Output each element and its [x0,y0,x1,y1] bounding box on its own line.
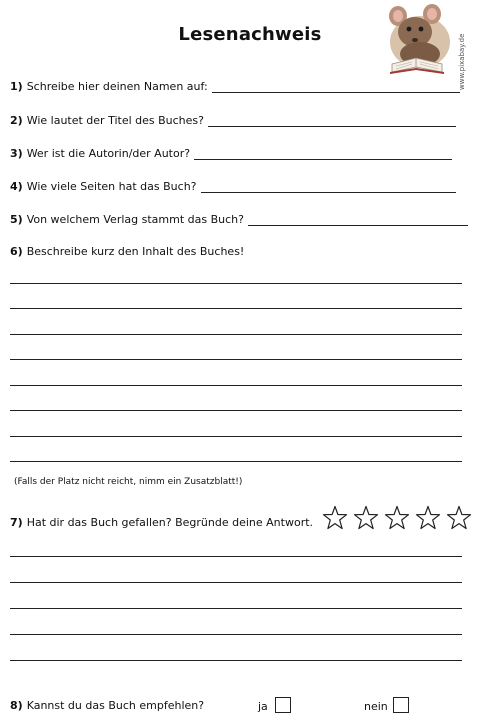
writing-line[interactable] [10,608,462,609]
reading-mouse-illustration [376,2,458,78]
question-number: 2) [10,114,23,127]
writing-line[interactable] [10,308,462,309]
question-author [10,147,452,160]
question-text: Wie viele Seiten hat das Buch? [26,180,197,193]
question-summary [10,245,244,258]
star-icon[interactable] [415,505,441,531]
question-number: 7) [10,516,23,529]
question-text: Wer ist die Autorin/der Autor? [26,147,191,160]
writing-line[interactable] [10,461,462,462]
question-number: 6) [10,245,23,258]
question-pages [10,180,456,193]
option-no-checkbox[interactable] [393,697,409,713]
star-icon[interactable] [353,505,379,531]
answer-line[interactable] [194,147,452,160]
writing-line[interactable] [10,334,462,335]
question-recommend [10,699,204,712]
writing-line[interactable] [10,359,462,360]
question-title [10,114,456,127]
page-title: Lesenachweis [178,24,322,45]
writing-line[interactable] [10,436,462,437]
star-icon[interactable] [446,505,472,531]
answer-line[interactable] [212,80,460,93]
question-text: Beschreibe kurz den Inhalt des Buches! [26,245,245,258]
option-no-label: nein [364,700,388,713]
writing-line[interactable] [10,385,462,386]
writing-line[interactable] [10,283,462,284]
star-icon[interactable] [322,505,348,531]
question-text: Hat dir das Buch gefallen? Begründe deine Antwort. [26,516,314,529]
question-text: Wie lautet der Titel des Buches? [26,114,204,127]
question-text: Schreibe hier deinen Namen auf: [26,80,208,93]
writing-line[interactable] [10,634,462,635]
option-yes-checkbox[interactable] [275,697,291,713]
question-publisher [10,213,468,226]
writing-line[interactable] [10,556,462,557]
extra-sheet-note: (Falls der Platz nicht reicht, nimm ein Zusatzblatt!) [14,477,243,487]
writing-line[interactable] [10,410,462,411]
answer-line[interactable] [248,213,468,226]
writing-line[interactable] [10,660,462,661]
answer-line[interactable] [208,114,456,127]
image-credit: www.pixabay.de [458,33,466,90]
star-icon[interactable] [384,505,410,531]
question-text: Kannst du das Buch empfehlen? [26,699,205,712]
writing-line[interactable] [10,582,462,583]
question-opinion [10,516,313,529]
question-text: Von welchem Verlag stammt das Buch? [26,213,244,226]
star-rating [322,505,474,531]
question-number: 5) [10,213,23,226]
question-number: 4) [10,180,23,193]
question-name [10,80,460,93]
question-number: 8) [10,699,23,712]
question-number: 1) [10,80,23,93]
answer-line[interactable] [201,180,456,193]
option-yes-label: ja [258,700,268,713]
question-number: 3) [10,147,23,160]
